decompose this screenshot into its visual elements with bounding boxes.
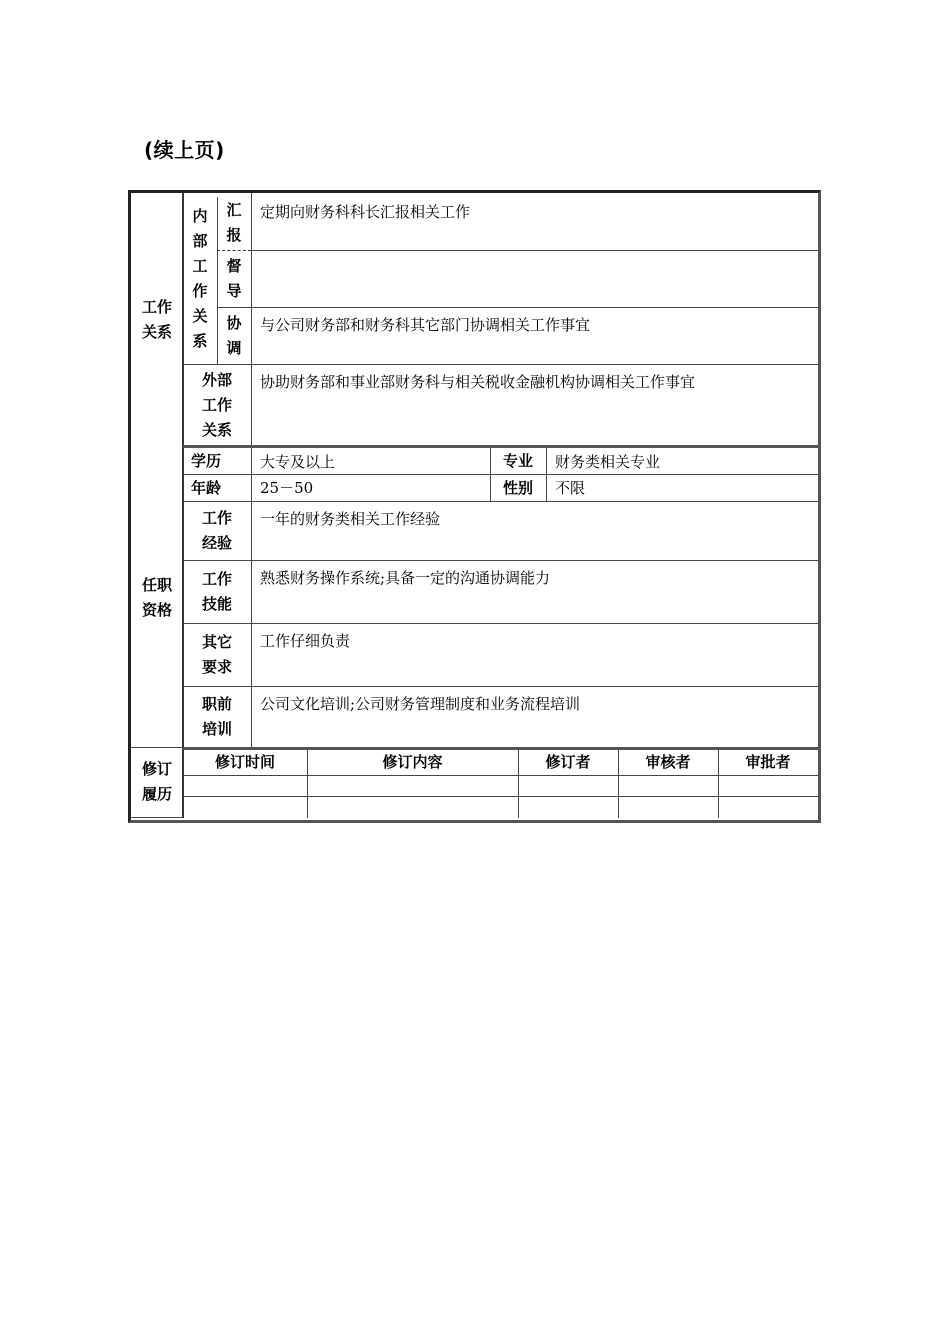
- grid-line: [217, 250, 251, 251]
- revision-header-content: 修订内容: [382, 753, 443, 771]
- training-value: 公司文化培训;公司财务管理制度和业务流程培训: [260, 695, 581, 713]
- report-label: 汇报: [226, 200, 242, 244]
- gender-label: 性别: [502, 478, 533, 497]
- experience-label: 工作经验: [201, 509, 232, 552]
- job-description-table: [128, 190, 821, 823]
- revision-header-approver: 审批者: [745, 753, 791, 771]
- coordinate-value: 与公司财务部和财务科其它部门协调相关工作事宜: [260, 316, 591, 334]
- revision-history-label: 修订履历: [141, 760, 172, 803]
- training-label: 职前培训: [201, 695, 232, 738]
- coordinate-label: 协调: [226, 314, 242, 357]
- grid-line: [307, 750, 308, 818]
- grid-line: [182, 193, 184, 818]
- grid-line: [183, 364, 818, 365]
- work-relations-label: 工作关系: [141, 298, 172, 341]
- supervise-label: 督导: [226, 257, 242, 300]
- grid-line: [183, 686, 818, 687]
- skills-label: 工作技能: [201, 570, 232, 613]
- grid-line: [183, 474, 818, 475]
- other-requirements-label: 其它要求: [201, 633, 232, 676]
- skills-value: 熟悉财务操作系统;具备一定的沟通协调能力: [260, 569, 551, 587]
- external-relations-label: 外部工作关系: [201, 370, 232, 439]
- major-label: 专业: [502, 452, 533, 470]
- other-requirements-value: 工作仔细负责: [260, 632, 351, 650]
- grid-line: [183, 501, 818, 502]
- supervise-value: [251, 251, 818, 307]
- grid-line: [183, 445, 818, 448]
- experience-value: 一年的财务类相关工作经验: [260, 510, 441, 528]
- page-heading: (续上页): [144, 138, 225, 162]
- grid-line: [183, 747, 818, 750]
- grid-line: [251, 193, 252, 445]
- major-value: 财务类相关专业: [555, 452, 661, 471]
- grid-line: [183, 560, 818, 561]
- grid-line: [131, 747, 183, 748]
- grid-line: [183, 775, 818, 776]
- grid-line: [618, 750, 619, 818]
- age-label: 年龄: [191, 478, 222, 497]
- education-label: 学历: [191, 452, 222, 470]
- age-value: 25－50: [260, 479, 314, 497]
- internal-relations-label: 内部工作关系: [192, 207, 208, 350]
- external-value: 协助财务部和事业部财务科与相关税收金融机构协调相关工作事宜: [260, 373, 696, 391]
- qualifications-label: 任职资格: [141, 575, 172, 619]
- grid-line: [183, 623, 818, 624]
- report-value: 定期向财务科科长汇报相关工作: [260, 203, 471, 221]
- grid-line: [217, 307, 818, 308]
- revision-header-reviewer: 审核者: [645, 753, 691, 771]
- grid-line: [183, 796, 818, 797]
- grid-line: [131, 817, 183, 818]
- grid-line: [518, 750, 519, 818]
- gender-value: 不限: [555, 479, 586, 497]
- grid-line: [251, 250, 818, 251]
- grid-line: [251, 448, 252, 748]
- revision-header-reviser: 修订者: [545, 753, 591, 771]
- grid-line: [217, 197, 218, 364]
- education-value: 大专及以上: [260, 452, 336, 471]
- grid-line: [718, 750, 719, 818]
- revision-header-time: 修订时间: [214, 753, 275, 771]
